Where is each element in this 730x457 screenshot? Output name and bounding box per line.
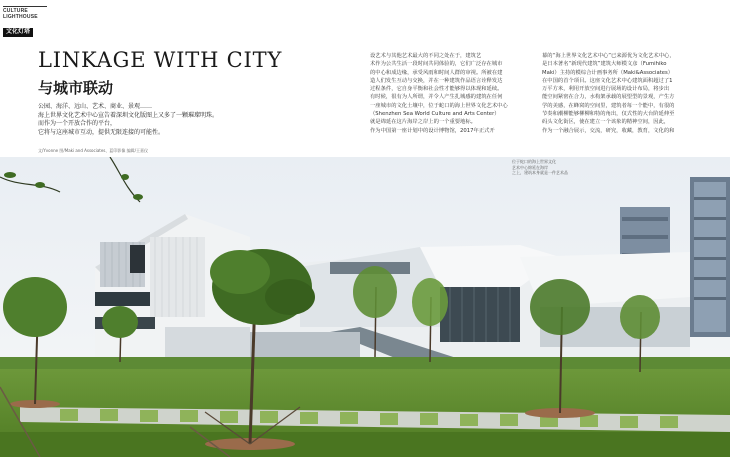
body-line: 设艺术与其他艺术最大的不同之处在于，建筑艺: [370, 53, 482, 59]
body-line: 造人们发生互动与交换，并在一种建筑作品语言诠释发达: [370, 77, 503, 84]
section-tag: [3, 5, 47, 38]
body-line: 能空间紧密在合力，水构架承载的展望型的景观，产生方: [542, 94, 675, 101]
caption-line: 之上，建筑本身就是一件艺术品: [512, 170, 568, 175]
article-title-en: LINKAGE WITH CITY: [38, 48, 283, 72]
body-line: （Shenzhen Sea World Culture and Arts Center）: [370, 111, 500, 118]
building-photo: [0, 157, 730, 457]
lead-line: 它将与这座城市互动，提供无限连接的可能性。: [38, 128, 165, 136]
body-line: 万平方米，利用开放空间进行展场的设计布局，将步出: [542, 86, 670, 93]
body-line: 码头文化街区，使在建立一个该象的精神空间，因此，: [542, 119, 670, 126]
body-line: 幕的“海上世界文化艺术中心”已来源优为文化艺术中心，: [542, 53, 675, 59]
section-tag-en-1: CULTURE: [3, 8, 28, 14]
body-line: 作为中国第一座计划中的设计博物馆，2017年正式开: [370, 127, 495, 134]
article-title-cn: 与城市联动: [38, 79, 114, 97]
body-line: Maki）主持的模综合计画事务所（Maki&Associates）: [542, 69, 674, 76]
body-line: 就是绵延在这片海岸之岸上的一个重要地标。: [370, 119, 476, 126]
body-column-2: [542, 52, 690, 135]
body-line: 有时候，很有为人所谓，并令人产生扎城感的建筑在任何: [370, 94, 503, 101]
body-line: 的中心和成边缘，承受风雨和时间人群的审视。所被在建: [370, 69, 503, 76]
article-credit: 文/Yvonne 图/Maki and Associates、蓝印影像 编辑/王嘉仪: [38, 148, 148, 153]
body-line: 过程条件，它自身平衡和社会性才能够得以体现和延续。: [370, 86, 503, 93]
divider: [3, 6, 47, 7]
caption-line: 艺术中心绵延在海岸: [512, 164, 548, 170]
lead-line: 而作为一个开放合作的平台，: [38, 120, 117, 128]
body-line: 作为一个融合展示，交流，研究，收藏，教育，文化的和: [542, 127, 675, 134]
photo-caption: [512, 159, 572, 176]
lead-line: 海上世界文化艺术中心宣告着深圳文化版图上又多了一颗璀璨明珠。: [38, 111, 219, 119]
section-tag-en-2: LIGHTHOUSE: [3, 14, 38, 20]
caption-line: 位于蛇口的海上世界文化: [512, 159, 556, 164]
body-line: 是日本著名“新现代建筑”建筑大师模文彦（Fumihiko: [542, 61, 667, 68]
body-line: 术作为公共生活一段时间共同体验的，它们广泛存在城市: [370, 61, 503, 68]
article-lead: [38, 103, 228, 137]
body-line: 在中国的首个项目。这座文化艺术中心建筑面积超过了1: [542, 77, 673, 84]
building-photo-illustration: [0, 157, 730, 457]
body-line: 一座城市的文化土壤中，位于蛇口的海上世界文化艺术中心: [370, 102, 508, 109]
lead-line: 公园、海洋、远山、艺术、商业、景观……: [38, 103, 153, 110]
body-line: 学的美感，在蜂窝的空间里，建筑者每一个能中，有很的: [542, 102, 675, 109]
section-tag-cn: 文化灯塔: [3, 28, 33, 37]
body-column-1: [370, 52, 518, 135]
body-line: 节奏和潮柳能够柳柳和特的角出，仅式性的大台阶延伸至: [542, 111, 675, 118]
